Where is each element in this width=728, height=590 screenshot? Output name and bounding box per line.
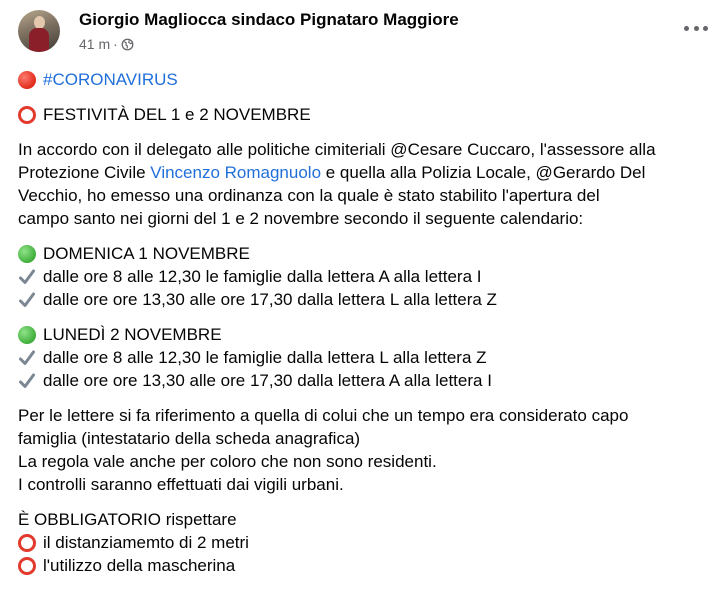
green-circle-icon bbox=[18, 245, 36, 263]
red-ring-icon bbox=[18, 534, 36, 552]
slot-line bbox=[18, 346, 718, 369]
intro-line: Vecchio, ho emesso una ordinanza con la quale è stato stabilito l'apertura del bbox=[18, 186, 600, 205]
slot-line bbox=[18, 369, 718, 392]
note-line: La regola vale anche per coloro che non sono residenti. bbox=[18, 452, 437, 471]
day-title: LUNEDÌ 2 NOVEMBRE bbox=[43, 325, 222, 344]
more-options-icon[interactable] bbox=[684, 20, 708, 36]
avatar-body bbox=[29, 28, 49, 52]
heading-line bbox=[18, 103, 718, 126]
intro-line bbox=[18, 161, 718, 184]
post-heading: FESTIVITÀ DEL 1 e 2 NOVEMBRE bbox=[43, 105, 311, 124]
obligation-line: È OBBLIGATORIO rispettare bbox=[18, 510, 237, 529]
more-dot bbox=[703, 26, 708, 31]
post-body bbox=[18, 68, 718, 577]
day-block bbox=[18, 323, 718, 392]
check-mark-icon bbox=[18, 268, 36, 286]
note-line: I controlli saranno effettuati dai vigili urbani. bbox=[18, 475, 344, 494]
day-block bbox=[18, 242, 718, 311]
obligation-block bbox=[18, 508, 718, 577]
day-title-line bbox=[18, 242, 718, 265]
rule-text: l'utilizzo della mascherina bbox=[43, 556, 236, 575]
intro-text: e quella alla Polizia Locale, @Gerardo Del bbox=[321, 163, 646, 182]
post-time[interactable]: 41 m bbox=[79, 36, 111, 52]
more-dot bbox=[684, 26, 689, 31]
slot-line bbox=[18, 288, 718, 311]
intro-line: campo santo nei giorni del 1 e 2 novembre secondo il seguente calendario: bbox=[18, 209, 584, 228]
check-mark-icon bbox=[18, 349, 36, 367]
note-line: famiglia (intestatario della scheda anagrafica) bbox=[18, 429, 361, 448]
intro-line: In accordo con il delegato alle politiche cimiteriali @Cesare Cuccaro, l'assessore alla bbox=[18, 140, 656, 159]
check-mark-icon bbox=[18, 372, 36, 390]
slot-line bbox=[18, 265, 718, 288]
slot-text: dalle ore 8 alle 12,30 le famiglie dalla lettera L alla lettera Z bbox=[43, 348, 487, 367]
rule-text: il distanziamemto di 2 metri bbox=[43, 533, 249, 552]
hashtag-link[interactable]: #CORONAVIRUS bbox=[43, 70, 178, 89]
avatar[interactable] bbox=[18, 10, 60, 52]
intro-text: Protezione Civile bbox=[18, 163, 151, 182]
globe-icon[interactable] bbox=[121, 38, 134, 51]
note-line: Per le lettere si fa riferimento a quella di colui che un tempo era considerato capo bbox=[18, 406, 629, 425]
post-meta bbox=[79, 36, 134, 52]
more-dot bbox=[694, 26, 699, 31]
author-name[interactable]: Giorgio Magliocca sindaco Pignataro Maggiore bbox=[79, 10, 459, 29]
red-ring-icon bbox=[18, 106, 36, 124]
slot-text: dalle ore ore 13,30 alle ore 17,30 dalla lettera A alla lettera I bbox=[43, 371, 492, 390]
hashtag-line bbox=[18, 68, 718, 91]
red-ring-icon bbox=[18, 557, 36, 575]
red-circle-icon bbox=[18, 71, 36, 89]
day-title-line bbox=[18, 323, 718, 346]
rule-line bbox=[18, 554, 718, 577]
intro-paragraph bbox=[18, 138, 718, 230]
slot-text: dalle ore 8 alle 12,30 le famiglie dalla lettera A alla lettera I bbox=[43, 267, 482, 286]
rule-line bbox=[18, 531, 718, 554]
meta-separator: · bbox=[113, 36, 118, 52]
day-title: DOMENICA 1 NOVEMBRE bbox=[43, 244, 250, 263]
check-mark-icon bbox=[18, 291, 36, 309]
slot-text: dalle ore ore 13,30 alle ore 17,30 dalla lettera L alla lettera Z bbox=[43, 290, 497, 309]
mention-link[interactable]: Vincenzo Romagnuolo bbox=[150, 163, 322, 182]
green-circle-icon bbox=[18, 326, 36, 344]
notes-paragraph bbox=[18, 404, 718, 496]
